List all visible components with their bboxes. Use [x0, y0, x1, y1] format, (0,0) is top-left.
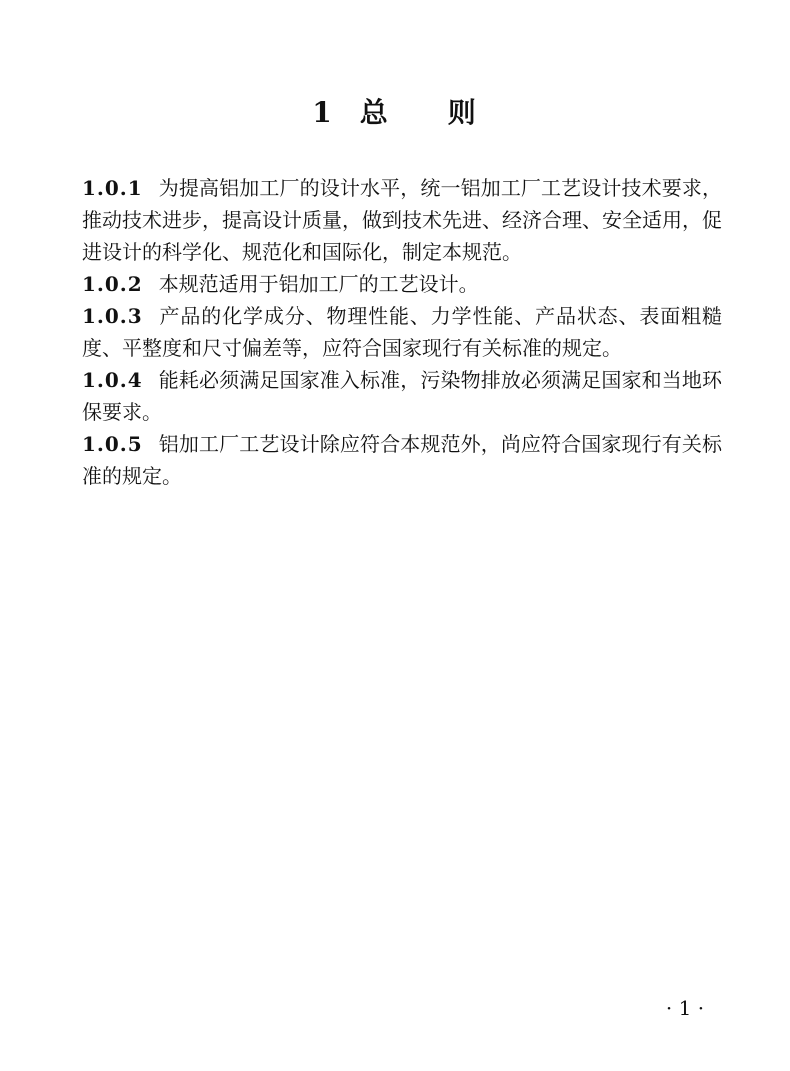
clause-number: 1.0.4 — [82, 368, 143, 392]
clause-number: 1.0.5 — [82, 432, 143, 456]
clause-number: 1.0.2 — [82, 272, 143, 296]
clause-1-0-3 — [82, 300, 722, 364]
page-number: · 1 · — [665, 996, 705, 1020]
clause-1-0-4 — [82, 364, 722, 428]
clause-1-0-2 — [82, 268, 722, 300]
clause-number: 1.0.3 — [82, 304, 143, 328]
clause-number: 1.0.1 — [82, 176, 143, 200]
clause-1-0-1 — [82, 172, 722, 268]
clause-list — [82, 172, 722, 492]
page-title — [0, 91, 790, 131]
clause-1-0-5 — [82, 428, 722, 492]
clause-text: 为提高铝加工厂的设计水平，统一铝加工厂工艺设计技术要求，推动技术进步，提高设计质量，做到技术先进、经济合理、安全适用，促进设计的科学化、规范化和国际化，制定本规范。 — [82, 176, 722, 264]
clause-text: 能耗必须满足国家准入标准，污染物排放必须满足国家和当地环保要求。 — [82, 368, 722, 424]
clause-text: 本规范适用于铝加工厂的工艺设计。 — [158, 272, 479, 296]
clause-text: 产品的化学成分、物理性能、力学性能、产品状态、表面粗糙度、平整度和尺寸偏差等，应符合国家现行有关标准的规定。 — [82, 304, 722, 360]
clause-text: 铝加工厂工艺设计除应符合本规范外，尚应符合国家现行有关标准的规定。 — [82, 432, 722, 488]
chapter-title-char-1: 总 — [359, 95, 390, 129]
chapter-title-char-2: 则 — [447, 95, 478, 129]
chapter-number: 1 — [312, 95, 334, 129]
